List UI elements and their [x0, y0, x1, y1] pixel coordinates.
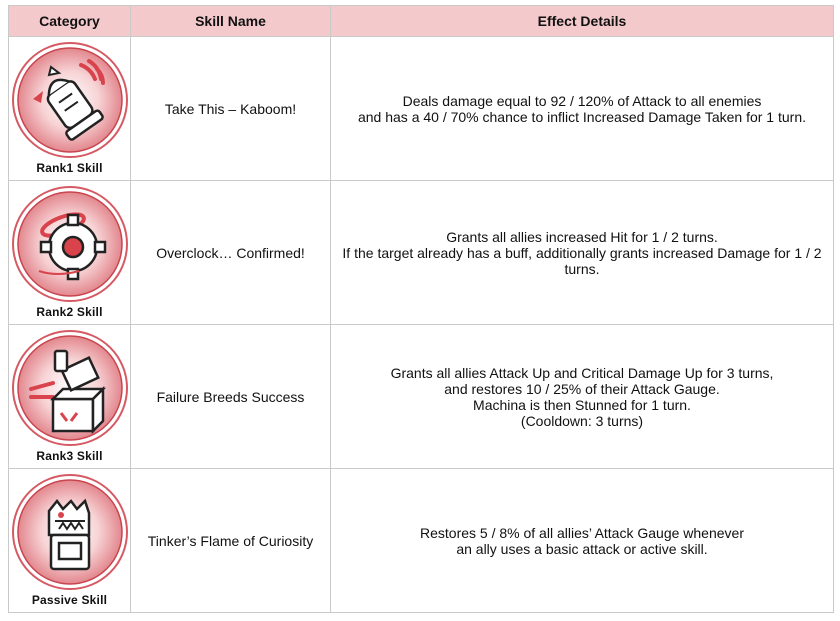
- gear-icon: [11, 185, 129, 303]
- effect-details: [331, 469, 834, 613]
- skill-name: Tinker’s Flame of Curiosity: [131, 469, 331, 613]
- skills-table: [8, 5, 834, 613]
- effect-line: Grants all allies Attack Up and Critical Damage Up for 3 turns,: [390, 364, 774, 381]
- table-row: [9, 181, 834, 325]
- rank-label: Rank1 Skill: [36, 161, 103, 175]
- category-cell: [9, 181, 131, 325]
- effect-line: an ally uses a basic attack or active skill.: [456, 540, 708, 557]
- effect-line: Grants all allies increased Hit for 1 / 2 turns.: [446, 228, 718, 245]
- skill-name: Take This – Kaboom!: [131, 37, 331, 181]
- effect-line: If the target already has a buff, additionally grants increased Damage for 1 / 2 turns.: [342, 244, 822, 277]
- category-cell: [9, 37, 131, 181]
- effect-line: and restores 10 / 25% of their Attack Gauge.: [444, 380, 720, 397]
- effect-details: [331, 181, 834, 325]
- header-effect-details: Effect Details: [331, 6, 834, 37]
- bomb-icon: [11, 41, 129, 159]
- header-skill-name: Skill Name: [131, 6, 331, 37]
- header-category: Category: [9, 6, 131, 37]
- table-row: [9, 325, 834, 469]
- header-row: [9, 6, 834, 37]
- effect-details: [331, 325, 834, 469]
- table-row: [9, 469, 834, 613]
- table-row: [9, 37, 834, 181]
- category-cell: [9, 469, 131, 613]
- skill-name: Failure Breeds Success: [131, 325, 331, 469]
- skill-name: Overclock… Confirmed!: [131, 181, 331, 325]
- effect-line: (Cooldown: 3 turns): [520, 412, 644, 429]
- rank-label: Rank3 Skill: [36, 449, 103, 463]
- rank-label: Rank2 Skill: [36, 305, 103, 319]
- rank-label: Passive Skill: [31, 593, 108, 607]
- effect-line: Deals damage equal to 92 / 120% of Attack to all enemies: [402, 92, 762, 109]
- category-cell: [9, 325, 131, 469]
- effect-line: Restores 5 / 8% of all allies’ Attack Gauge whenever: [420, 524, 744, 541]
- effect-line: and has a 40 / 70% chance to inflict Increased Damage Taken for 1 turn.: [357, 108, 806, 125]
- robot-icon: [11, 473, 129, 591]
- effect-details: [331, 37, 834, 181]
- effect-line: Machina is then Stunned for 1 turn.: [473, 396, 691, 413]
- hammer-box-icon: [11, 329, 129, 447]
